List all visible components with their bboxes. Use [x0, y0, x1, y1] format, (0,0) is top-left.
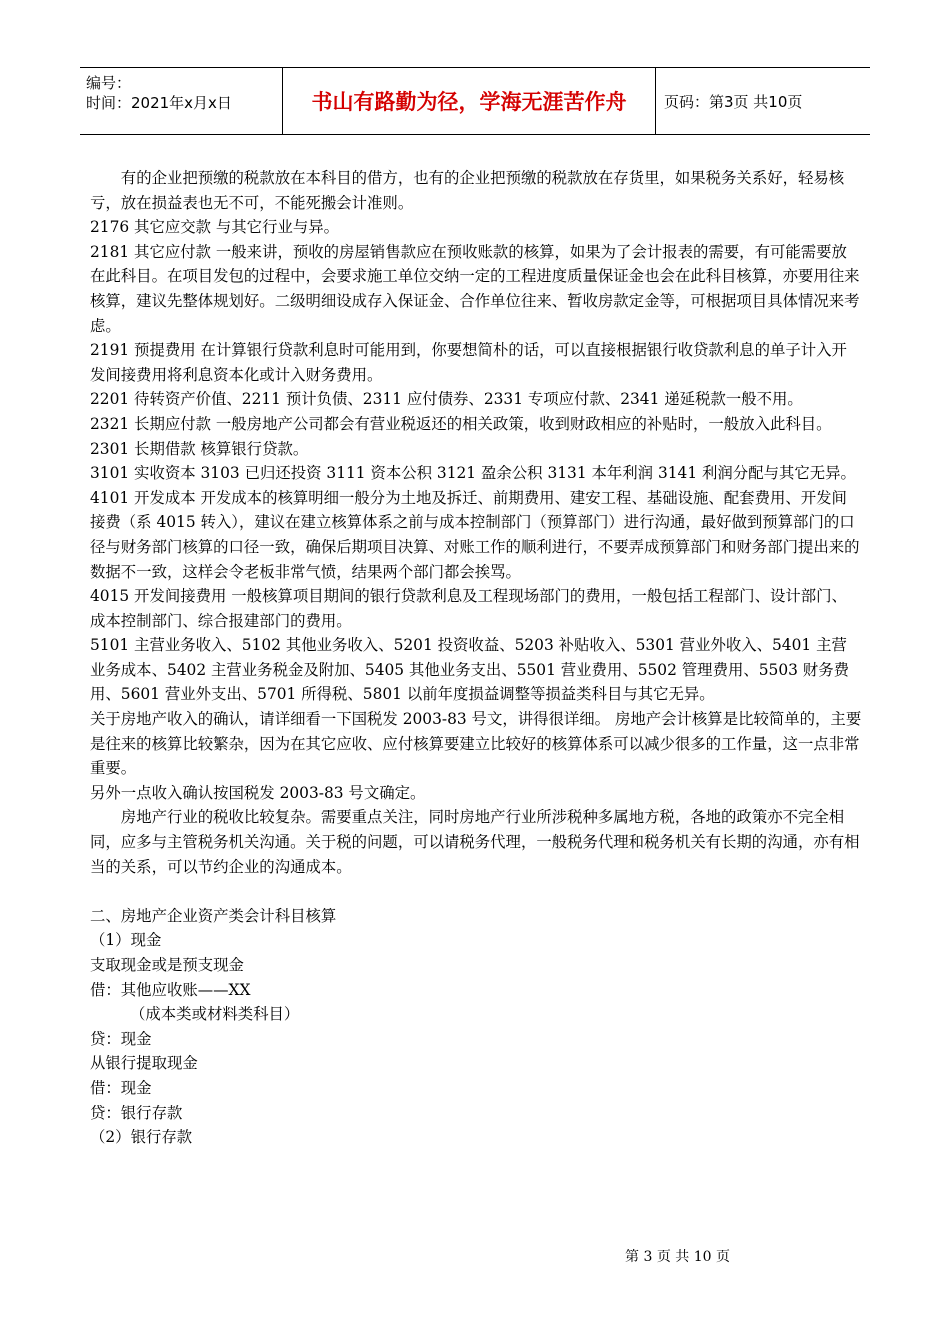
journal-entry-line: 贷：银行存款 — [90, 1103, 183, 1122]
journal-entry-line: 贷：现金 — [90, 1029, 152, 1048]
paragraph: 2201 待转资产价值、2211 预计负债、2311 应付债券、2331 专项应付款、2341 递延税款一般不用。 — [90, 390, 803, 409]
header-meta — [80, 68, 283, 134]
paragraph: 另外一点收入确认按国税发 2003-83 号文确定。 — [90, 783, 426, 802]
header-number-label: 编号： — [86, 74, 132, 92]
page-footer: 第 3 页 共 10 页 — [625, 1249, 730, 1265]
header-page-label: 页码：第3页 共10页 — [664, 92, 803, 111]
paragraph: 2191 预提费用 在计算银行贷款利息时可能用到，你要想简朴的话，可以直接根据银行收贷款利息的单子计入开发间接费用将利息资本化或计入财务费用。 — [90, 341, 847, 384]
journal-entry-line: 借：现金 — [90, 1078, 152, 1097]
blank-line — [90, 879, 862, 904]
document-body — [90, 166, 862, 1150]
paragraph: 关于房地产收入的确认，请详细看一下国税发 2003-83 号文，讲得很详细。 房地产会计核算是比较简单的，主要是往来的核算比较繁杂，因为在其它应收、应付核算要建立比较好的核算体系可以减少很多的工作量，这一点非常重要。 — [90, 710, 862, 778]
paragraph: 从银行提取现金 — [90, 1054, 198, 1073]
paragraph: 2321 长期应付款 一般房地产公司都会有营业税返还的相关政策，收到财政相应的补贴时，一般放入此科目。 — [90, 414, 832, 433]
section-heading: 二、房地产企业资产类会计科目核算 — [90, 906, 337, 925]
subsection-heading: （1）现金 — [90, 931, 162, 950]
paragraph: 有的企业把预缴的税款放在本科目的借方，也有的企业把预缴的税款放在存货里，如果税务关系好，轻易核亏，放在损益表也无不可，不能死搬会计准则。 — [90, 169, 845, 212]
subsection-heading: （2）银行存款 — [90, 1128, 193, 1147]
paragraph: 2301 长期借款 核算银行贷款。 — [90, 439, 309, 458]
journal-entry-line: 借：其他应收账——XX — [90, 980, 251, 999]
paragraph: 支取现金或是预支现金 — [90, 956, 244, 974]
paragraph: 3101 实收资本 3103 已归还投资 3111 资本公积 3121 盈余公积 3131 本年利润 3141 利润分配与其它无异。 — [90, 464, 856, 483]
paragraph: 4015 开发间接费用 一般核算项目期间的银行贷款利息及工程现场部门的费用，一般包括工程部门、设计部门、成本控制部门、综合报建部门的费用。 — [90, 587, 847, 630]
paragraph: 5101 主营业务收入、5102 其他业务收入、5201 投资收益、5203 补贴收入、5301 营业外收入、5401 主营业务成本、5402 主营业务税金及附加、5405 其他业务支出、5501 营业费用、5502 管理费用、5503 财务费用、5601 营业外支出、5701 所得税、5801 以前年度损益调整等损益类科目与其它无异。 — [90, 636, 849, 704]
page-header — [80, 67, 870, 135]
paragraph: 4101 开发成本 开发成本的核算明细一般分为土地及拆迁、前期费用、建安工程、基础设施、配套费用、开发间接费（系 4015 转入），建议在建立核算体系之前与成本控制部门（预算部门）进行沟通，最好做到预算部门的口径与财务部门核算的口径一致，确保后期项目决算、对账工作的顺利进行，不要弄成预算部门和财务部门提出来的数据不一致，这样会令老板非常气愤，结果两个部门都会挨骂。 — [90, 488, 860, 581]
header-motto: 书山有路勤为径，学海无涯苦作舟 — [283, 68, 656, 134]
paragraph: 2181 其它应付款 一般来讲，预收的房屋销售款应在预收账款的核算，如果为了会计报表的需要，有可能需要放在此科目。在项目发包的过程中，会要求施工单位交纳一定的工程进度质量保证金也会在此科目核算，亦要用往来核算，建议先整体规划好。二级明细设成存入保证金、合作单位往来、暂收房款定金等，可根据项目具体情况来考虑。 — [90, 242, 860, 335]
header-time-label: 时间：2021年x月x日 — [86, 94, 232, 112]
journal-entry-line: （成本类或材料类科目） — [130, 1005, 300, 1024]
paragraph: 房地产行业的税收比较复杂。需要重点关注，同时房地产行业所涉税种多属地方税，各地的政策亦不完全相同，应多与主管税务机关沟通。关于税的问题，可以请税务代理，一般税务代理和税务机关有长期的沟通，亦有相当的关系，可以节约企业的沟通成本。 — [90, 808, 860, 876]
paragraph: 2176 其它应交款 与其它行业与异。 — [90, 218, 340, 237]
